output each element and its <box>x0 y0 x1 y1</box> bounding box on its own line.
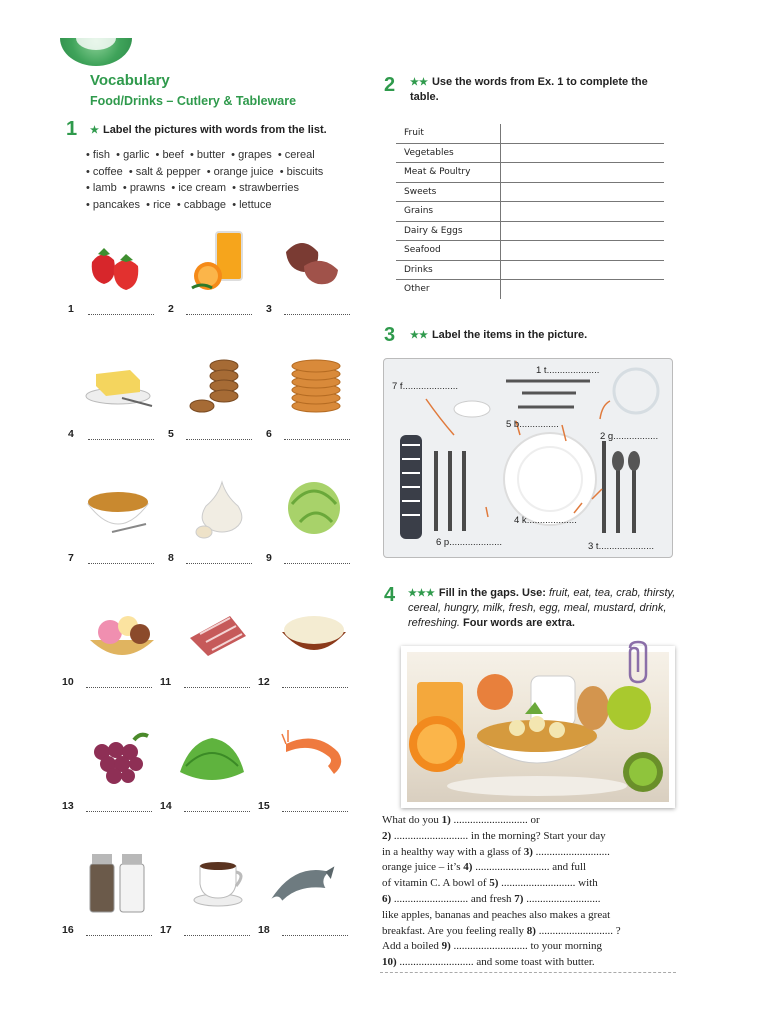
table-row <box>396 241 664 261</box>
answer-blank[interactable] <box>282 811 348 812</box>
picture-number: 5 <box>168 428 174 440</box>
instruction-text: Label the items in the picture. <box>431 329 588 341</box>
lettuce-picture <box>176 722 248 794</box>
text-line: 6) ........................... and fresh 7) ........................... <box>382 892 601 905</box>
prawns-picture <box>280 722 352 794</box>
torn-edge-divider <box>380 972 676 977</box>
orange-juice-picture <box>186 226 258 298</box>
word-item: • biscuits <box>279 165 324 178</box>
table-row <box>396 280 664 299</box>
table-row <box>396 202 664 222</box>
picture-number: 11 <box>160 676 172 688</box>
text-line: Add a boiled 9) ........................... to your morning <box>382 940 602 953</box>
table-row <box>396 182 664 202</box>
table-row <box>396 143 664 163</box>
text-line: 10) ........................... and some toast with butter. <box>382 956 595 969</box>
picture-number: 9 <box>266 552 272 564</box>
publisher-logo <box>60 38 132 66</box>
picture-number: 18 <box>258 924 270 936</box>
star-icon: ★★★ <box>408 588 435 599</box>
fish-picture <box>266 852 338 924</box>
picture-number: 16 <box>62 924 74 936</box>
exercise-number: 2 <box>384 74 396 96</box>
category-label: Meat & Poultry <box>396 163 501 183</box>
table-row <box>396 260 664 280</box>
answer-blank[interactable] <box>186 314 252 315</box>
picture-number: 13 <box>62 800 74 812</box>
answer-blank[interactable] <box>86 811 152 812</box>
word-item: • coffee <box>86 165 123 178</box>
exercise-number: 4 <box>384 584 396 606</box>
lamb-picture <box>180 598 252 670</box>
answer-cell[interactable] <box>501 202 665 222</box>
word-item: • beef <box>155 149 184 161</box>
word-item: • garlic <box>116 149 150 161</box>
word-item: • lettuce <box>232 198 272 211</box>
word-item: • grapes <box>231 149 272 161</box>
grapes-picture <box>84 722 156 794</box>
text-line: in a healthy way with a glass of 3) ........................... <box>382 845 610 858</box>
picture-number: 17 <box>160 924 172 936</box>
word-item: • pancakes <box>86 198 141 211</box>
answer-blank[interactable] <box>184 811 250 812</box>
category-label: Other <box>396 280 501 299</box>
answer-cell[interactable] <box>501 241 665 261</box>
answer-cell[interactable] <box>501 182 665 202</box>
table-row <box>396 163 664 183</box>
salt-pepper-picture <box>84 846 156 918</box>
picture-number: 10 <box>62 676 74 688</box>
word-item: • strawberries <box>232 182 299 194</box>
picture-number: 7 <box>68 552 74 564</box>
biscuits-picture <box>182 350 254 422</box>
page-title: Vocabulary <box>90 72 170 89</box>
label-4: 4 k................... <box>514 515 577 526</box>
exercise-number: 3 <box>384 324 396 346</box>
exercise-number: 1 <box>66 118 78 140</box>
beef-picture <box>280 226 352 298</box>
word-item: • salt & pepper <box>128 165 201 178</box>
exercise-4-instruction: ★★★ Fill in the gaps. Use: fruit, eat, tea, crab, thirsty, cereal, hungry, milk, fresh, egg, meal, mustard, drink, refreshing. Four words are extra. <box>408 587 676 629</box>
pancakes-picture <box>280 350 352 422</box>
label-7: 7 f..................... <box>392 381 458 392</box>
category-label: Seafood <box>396 241 501 261</box>
answer-cell[interactable] <box>501 124 665 143</box>
category-label: Dairy & Eggs <box>396 221 501 241</box>
word-item: • prawns <box>122 182 166 194</box>
answer-blank[interactable] <box>88 314 154 315</box>
word-item: • fish <box>86 149 111 161</box>
picture-number: 3 <box>266 303 272 315</box>
star-icon: ★ <box>90 125 99 136</box>
word-bank: fruit, eat, tea, crab, thirsty, cereal, hungry, milk, fresh, egg, meal, mustard, drink, refreshing. <box>408 587 676 629</box>
answer-blank[interactable] <box>186 563 252 564</box>
paperclip-icon <box>624 640 652 686</box>
answer-blank[interactable] <box>186 439 252 440</box>
text-line: 2) ........................... in the morning? Start your day <box>382 829 606 842</box>
picture-number: 2 <box>168 303 174 315</box>
answer-blank[interactable] <box>184 935 250 936</box>
answer-blank[interactable] <box>284 563 350 564</box>
label-6: 6 p.................... <box>436 537 503 548</box>
answer-blank[interactable] <box>282 687 348 688</box>
table-row <box>396 124 664 143</box>
answer-blank[interactable] <box>282 935 348 936</box>
garlic-picture <box>186 474 258 546</box>
gap-fill-text <box>382 813 672 971</box>
ice-cream-picture <box>86 598 158 670</box>
table-setting-picture <box>383 358 673 558</box>
category-label: Drinks <box>396 260 501 280</box>
category-label: Fruit <box>396 124 501 143</box>
category-table <box>396 124 664 299</box>
picture-number: 8 <box>168 552 174 564</box>
text-line: What do you 1) ........................... or <box>382 814 540 826</box>
star-icon: ★★ <box>410 77 428 88</box>
answer-blank[interactable] <box>88 563 154 564</box>
exercise-1-heading <box>66 118 77 141</box>
category-label: Vegetables <box>396 143 501 163</box>
label-2: 2 g................. <box>600 431 659 442</box>
answer-blank[interactable] <box>284 439 350 440</box>
label-5: 5 b............... <box>506 419 559 430</box>
table-row <box>396 221 664 241</box>
answer-cell[interactable] <box>501 163 665 183</box>
text-line: breakfast. Are you feeling really 8) ........................... ? <box>382 924 621 937</box>
coffee-picture <box>188 846 260 918</box>
instruction-text: Use the words from Ex. 1 to complete the table. <box>410 76 648 103</box>
picture-number: 1 <box>68 303 74 315</box>
cereal-picture <box>82 474 154 546</box>
page-subtitle: Food/Drinks – Cutlery & Tableware <box>90 94 297 108</box>
picture-number: 4 <box>68 428 74 440</box>
category-label: Grains <box>396 202 501 222</box>
strawberries-picture <box>82 226 154 298</box>
text-line: orange juice – it’s 4) ........................... and full <box>382 861 587 874</box>
rice-picture <box>278 598 350 670</box>
picture-number: 12 <box>258 676 270 688</box>
text-line: of vitamin C. A bowl of 5) ........................... with <box>382 877 598 890</box>
exercise-3-instruction <box>410 328 587 343</box>
star-icon: ★★ <box>410 330 428 341</box>
word-item: • rice <box>146 198 171 211</box>
category-label: Sweets <box>396 182 501 202</box>
word-item: • ice cream <box>171 182 227 194</box>
label-3: 3 t..................... <box>588 541 654 552</box>
instruction-text: Label the pictures with words from the list. <box>102 124 327 136</box>
word-item: • lamb <box>86 182 117 194</box>
word-item: • cereal <box>277 149 315 161</box>
answer-cell[interactable] <box>501 143 665 163</box>
label-1: 1 t.................... <box>536 365 600 376</box>
butter-picture <box>82 350 154 422</box>
text-line: like apples, bananas and peaches also makes a great <box>382 908 611 921</box>
answer-cell[interactable] <box>501 260 665 280</box>
answer-blank[interactable] <box>184 687 250 688</box>
word-item: • butter <box>189 149 226 161</box>
cabbage-picture <box>280 474 352 546</box>
answer-blank[interactable] <box>88 439 154 440</box>
exercise-2-instruction <box>410 75 666 105</box>
picture-number: 14 <box>160 800 172 812</box>
answer-blank[interactable] <box>86 935 152 936</box>
picture-number: 15 <box>258 800 270 812</box>
answer-cell[interactable] <box>501 280 665 299</box>
exercise-1-instruction <box>90 123 327 138</box>
answer-cell[interactable] <box>501 221 665 241</box>
answer-blank[interactable] <box>86 687 152 688</box>
word-item: • cabbage <box>176 198 227 211</box>
answer-blank[interactable] <box>284 314 350 315</box>
word-item: • orange juice <box>206 165 274 178</box>
picture-number: 6 <box>266 428 272 440</box>
word-list <box>86 147 366 213</box>
